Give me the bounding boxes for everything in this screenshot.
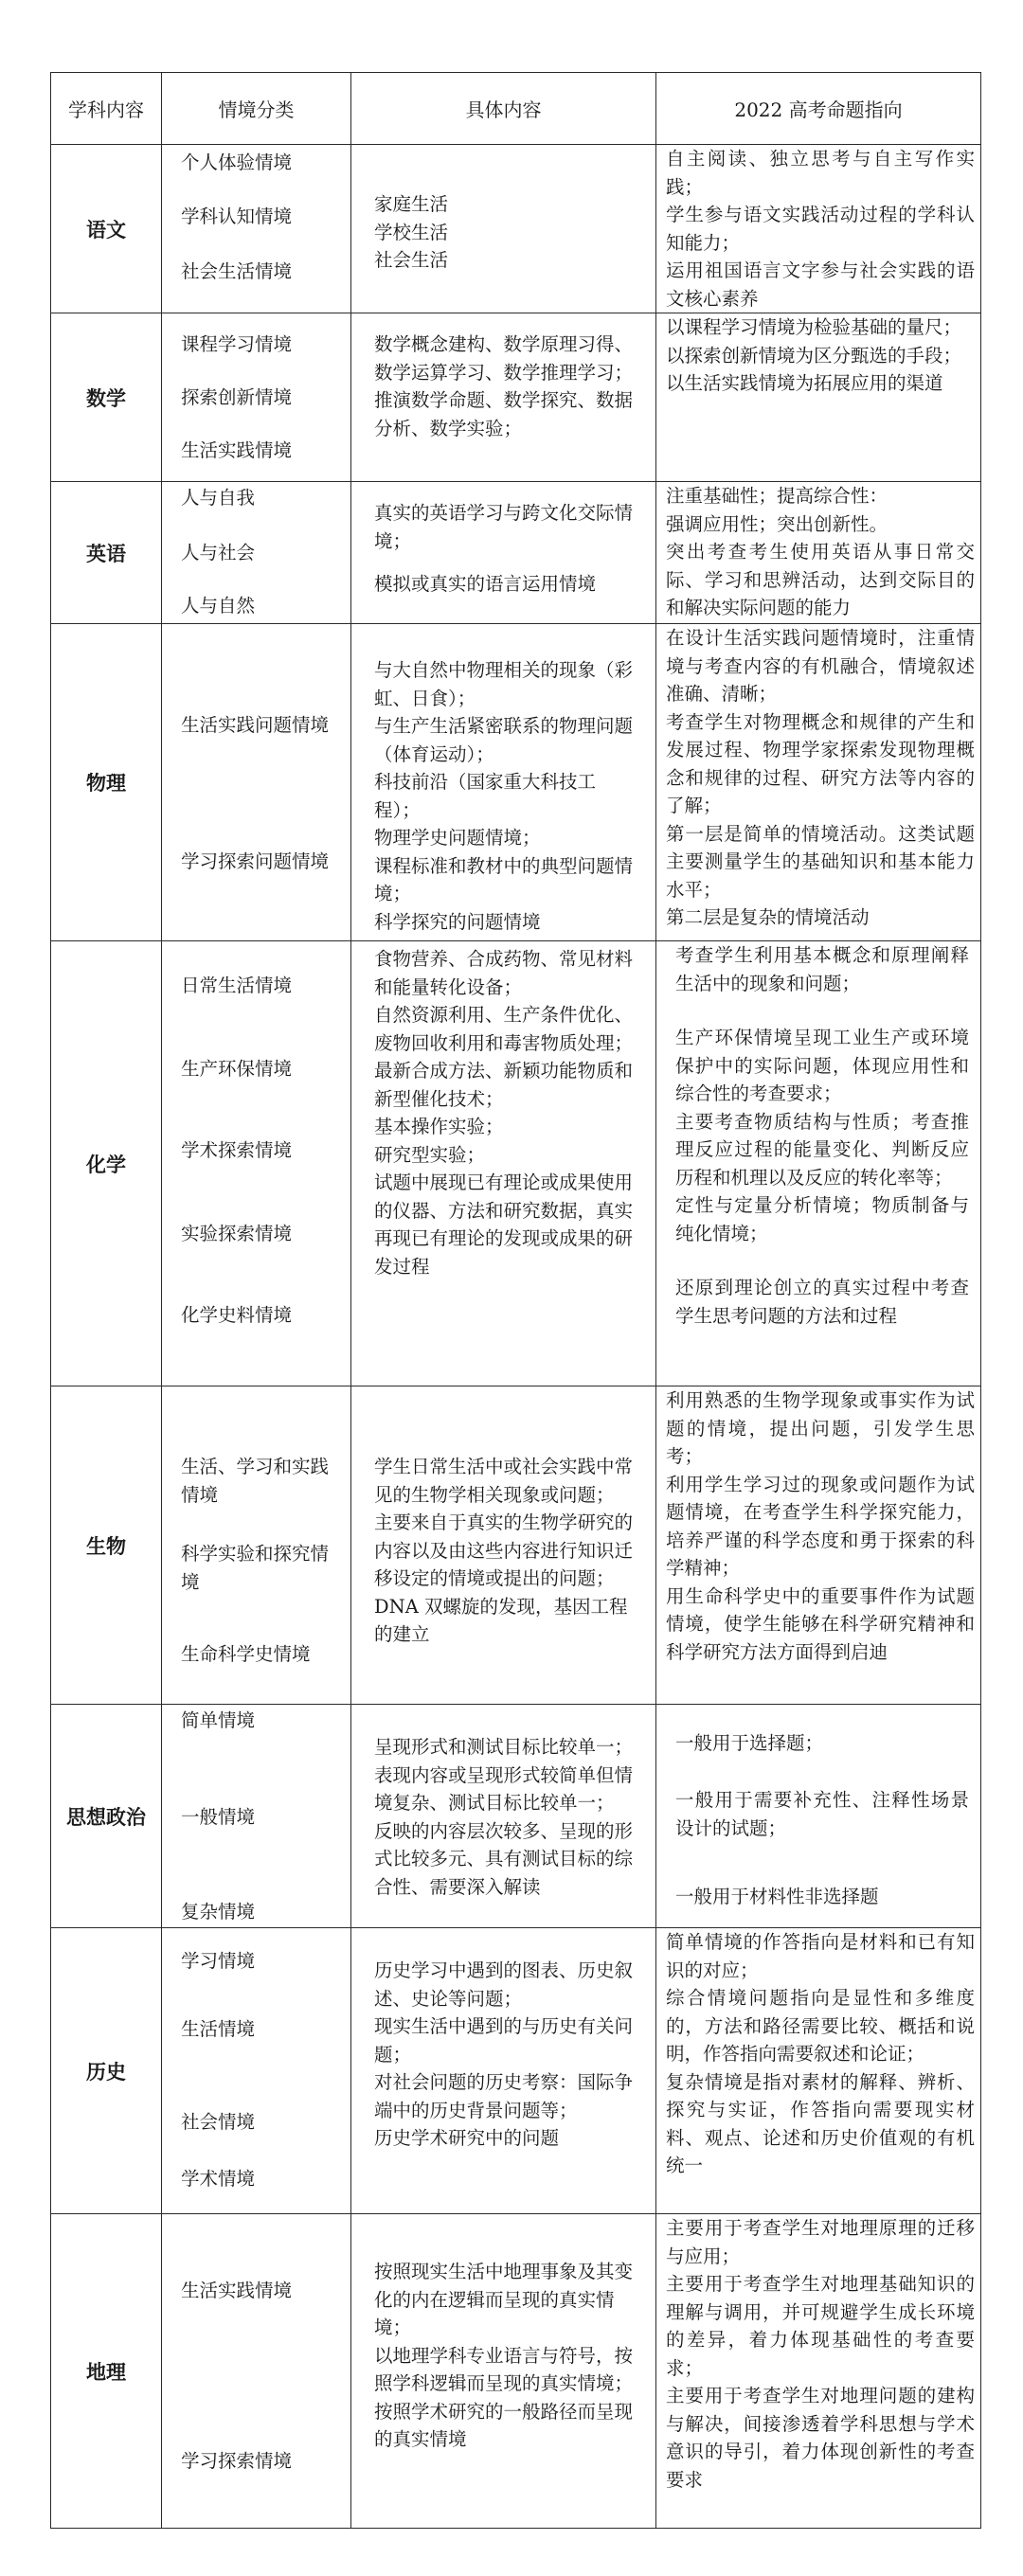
category-item: 人与社会 <box>181 542 256 564</box>
category-item: 生活实践情境 <box>181 439 293 461</box>
content-item: 社会生活 <box>374 249 449 271</box>
direction-item: 注重基础性；提高综合性： <box>666 485 888 507</box>
subject-cell: 地理 <box>51 2214 162 2529</box>
content-cell <box>351 1928 656 2214</box>
table-row-english <box>51 482 981 624</box>
direction-cell <box>656 482 981 624</box>
direction-item: 突出考查考生使用英语从事日常交际、学习和思辨活动，达到交际目的和解决实际问题的能力 <box>666 541 975 618</box>
category-item: 个人体验情境 <box>181 152 293 173</box>
subject-cell: 化学 <box>51 941 162 1386</box>
table-row-chinese <box>51 145 981 313</box>
subject-cell: 数学 <box>51 313 162 482</box>
direction-item: 还原到理论创立的真实过程中考查学生思考问题的方法和过程 <box>675 1277 969 1327</box>
content-item: 最新合成方法、新颖功能物质和新型催化技术； <box>374 1060 634 1110</box>
category-item: 探索创新情境 <box>181 386 293 408</box>
direction-item: 主要用于考查学生对地理原理的迁移与应用； <box>666 2217 975 2267</box>
content-item: 与生产生活紧密联系的物理问题（体育运动）； <box>374 715 634 765</box>
category-item: 复杂情境 <box>181 1901 256 1923</box>
category-cell <box>162 1386 351 1705</box>
direction-cell <box>656 624 981 941</box>
category-item: 课程学习情境 <box>181 333 293 355</box>
table-row-history <box>51 1928 981 2214</box>
direction-item: 考查学生对物理概念和规律的产生和发展过程、物理学家探索发现物理概念和规律的过程、研究方法等内容的了解； <box>666 710 975 816</box>
content-item: 对社会问题的历史考察：国际争端中的历史背景问题等； <box>374 2071 634 2121</box>
content-item: 基本操作实验； <box>374 1116 504 1137</box>
table-row-physics <box>51 624 981 941</box>
direction-item: 主要用于考查学生对地理问题的建构与解决，间接渗透着学科思想与学术意识的导引，着力体现创新性的考查要求 <box>666 2385 975 2491</box>
category-item: 简单情境 <box>181 1709 256 1731</box>
category-item: 人与自然 <box>181 595 256 617</box>
category-item: 社会生活情境 <box>181 260 293 282</box>
direction-cell <box>656 145 981 313</box>
direction-item: 第二层是复杂的情境活动 <box>666 906 870 928</box>
direction-item: 学生参与语文实践活动过程的学科认知能力； <box>666 204 975 254</box>
category-item: 生命科学史情境 <box>181 1643 311 1665</box>
direction-cell <box>656 313 981 482</box>
header-category: 情境分类 <box>162 73 351 145</box>
category-item: 科学实验和探究情境 <box>181 1543 330 1593</box>
subject-cell: 英语 <box>51 482 162 624</box>
content-cell <box>351 145 656 313</box>
category-item: 学术情境 <box>181 2168 256 2190</box>
header-row <box>51 73 981 145</box>
header-subject: 学科内容 <box>51 73 162 145</box>
category-item: 学习探索情境 <box>181 2450 293 2472</box>
direction-item: 以课程学习情境为检验基础的量尺； <box>666 316 962 338</box>
content-item: 主要来自于真实的生物学研究的内容以及由这些内容进行知识迁移设定的情境或提出的问题； <box>374 1512 634 1589</box>
subject-cell: 生物 <box>51 1386 162 1705</box>
category-item: 化学史料情境 <box>181 1304 293 1326</box>
category-item: 学科认知情境 <box>181 206 293 227</box>
direction-item: 以生活实践情境为拓展应用的渠道 <box>666 372 943 394</box>
content-cell <box>351 313 656 482</box>
direction-item: 利用熟悉的生物学现象或事实作为试题的情境，提出问题，引发学生思考； <box>666 1389 975 1467</box>
category-cell <box>162 1705 351 1928</box>
content-item: 数学概念建构、数学原理习得、数学运算学习、数学推理学习；推演数学命题、数学探究、数据分析、数学实验； <box>374 333 634 439</box>
content-item: 试题中展现已有理论或成果使用的仪器、方法和研究数据，真实再现已有理论的发现或成果的研发过程 <box>374 1172 634 1278</box>
direction-cell <box>656 2214 981 2529</box>
content-item: 与大自然中物理相关的现象（彩虹、日食）； <box>374 659 634 709</box>
content-cell <box>351 2214 656 2529</box>
subject-cell: 物理 <box>51 624 162 941</box>
category-cell <box>162 941 351 1386</box>
content-item: 历史学术研究中的问题 <box>374 2127 560 2149</box>
content-item: 科技前沿（国家重大科技工程）； <box>374 771 597 821</box>
content-item: 研究型实验； <box>374 1143 486 1166</box>
category-cell <box>162 482 351 624</box>
direction-item: 生产环保情境呈现工业生产或环境保护中的实际问题，体现应用性和综合性的考查要求； <box>675 1027 969 1104</box>
content-cell <box>351 482 656 624</box>
direction-item: 定性与定量分析情境；物质制备与纯化情境； <box>675 1194 969 1244</box>
direction-item: 以探索创新情境为区分甄选的手段； <box>666 344 962 367</box>
header-content: 具体内容 <box>351 73 656 145</box>
direction-item: 一般用于选择题； <box>675 1732 824 1754</box>
direction-item: 考查学生利用基本概念和原理阐释生活中的现象和问题； <box>675 944 969 994</box>
direction-item: 强调应用性；突出创新性。 <box>666 512 888 535</box>
category-item: 生产环保情境 <box>181 1058 293 1080</box>
direction-item: 复杂情境是指对素材的解释、辨析、探究与实证，作答指向需要现实材料、观点、论述和历史价值观的有机统一 <box>666 2070 975 2176</box>
direction-cell <box>656 941 981 1386</box>
category-item: 学术探索情境 <box>181 1139 293 1161</box>
category-item: 学习探索问题情境 <box>181 850 330 872</box>
direction-item: 自主阅读、独立思考与自主写作实践； <box>666 148 975 198</box>
content-item: 按照学术研究的一般路径而呈现的真实情境 <box>374 2400 634 2450</box>
subject-cell: 历史 <box>51 1928 162 2214</box>
direction-item: 主要考查物质结构与性质；考查推理反应过程的能量变化、判断反应历程和机理以及反应的转化率等； <box>675 1110 969 1189</box>
subject-cell: 语文 <box>51 145 162 313</box>
content-item: 家庭生活 <box>374 193 449 215</box>
direction-cell <box>656 1386 981 1705</box>
content-item: 科学探究的问题情境 <box>374 910 541 933</box>
category-cell <box>162 1928 351 2214</box>
content-item: 以地理学科专业语言与符号，按照学科逻辑而呈现的真实情境； <box>374 2344 634 2394</box>
table-row-politics <box>51 1705 981 1928</box>
subject-cell: 思想政治 <box>51 1705 162 1928</box>
content-item: 现实生活中遇到的与历史有关问题； <box>374 2015 634 2066</box>
direction-item: 用生命科学史中的重要事件作为试题情境，使学生能够在科学研究精神和科学研究方法方面得到启迪 <box>666 1584 975 1663</box>
category-item: 日常生活情境 <box>181 975 293 996</box>
content-cell <box>351 1386 656 1705</box>
table-row-biology <box>51 1386 981 1705</box>
direction-item: 一般用于需要补充性、注释性场景设计的试题； <box>675 1789 969 1839</box>
category-item: 生活实践情境 <box>181 2280 293 2301</box>
content-item: 按照现实生活中地理事象及其变化的内在逻辑而呈现的真实情境； <box>374 2261 634 2338</box>
direction-cell <box>656 1928 981 2214</box>
header-direction: 2022 高考命题指向 <box>656 73 981 145</box>
direction-item: 第一层是简单的情境活动。这类试题主要测量学生的基础知识和基本能力水平； <box>666 822 975 901</box>
table-row-chemistry <box>51 941 981 1386</box>
direction-item: 综合情境问题指向是显性和多维度的，方法和路径需要比较、概括和说明，作答指向需要叙述和论证； <box>666 1987 975 2065</box>
content-item: DNA 双螺旋的发现，基因工程的建立 <box>374 1595 628 1645</box>
content-item: 食物营养、合成药物、常见材料和能量转化设备； <box>374 948 634 998</box>
content-item: 历史学习中遇到的图表、历史叙述、史论等问题； <box>374 1959 634 2010</box>
category-item: 一般情境 <box>181 1806 256 1828</box>
category-item: 学习情境 <box>181 1950 256 1972</box>
direction-item: 主要用于考查学生对地理基础知识的理解与调用，并可规避学生成长环境的差异，着力体现基础性的考查要求； <box>666 2273 975 2379</box>
content-item: 反映的内容层次较多、呈现的形式比较多元、具有测试目标的综合性、需要深入解读 <box>374 1819 634 1898</box>
category-cell <box>162 313 351 482</box>
category-item: 社会情境 <box>181 2111 256 2133</box>
content-cell <box>351 624 656 941</box>
content-item: 物理学史问题情境； <box>374 827 541 849</box>
category-item: 生活、学习和实践情境 <box>181 1456 330 1506</box>
category-item: 人与自我 <box>181 487 256 509</box>
category-item: 生活实践问题情境 <box>181 714 330 736</box>
table-row-geography <box>51 2214 981 2529</box>
direction-cell <box>656 1705 981 1928</box>
table-row-math <box>51 313 981 482</box>
content-item: 自然资源利用、生产条件优化、废物回收利用和毒害物质处理； <box>374 1004 634 1054</box>
category-cell <box>162 145 351 313</box>
content-cell <box>351 1705 656 1928</box>
direction-item: 在设计生活实践问题情境时，注重情境与考查内容的有机融合，情境叙述准确、清晰； <box>666 627 975 705</box>
exam-context-table <box>50 72 981 2529</box>
content-item: 课程标准和教材中的典型问题情境； <box>374 854 634 904</box>
content-item: 学校生活 <box>374 221 449 243</box>
content-item: 学生日常生活中或社会实践中常见的生物学相关现象或问题； <box>374 1456 634 1506</box>
category-cell <box>162 624 351 941</box>
content-item: 真实的英语学习与跨文化交际情境； <box>374 502 634 552</box>
direction-item: 简单情境的作答指向是材料和已有知识的对应； <box>666 1931 975 1981</box>
direction-item: 利用学生学习过的现象或问题作为试题情境，在考查学生科学探究能力，培养严谨的科学态度和勇于探索的科学精神； <box>666 1473 975 1579</box>
category-item: 生活情境 <box>181 2018 256 2040</box>
content-item: 呈现形式和测试目标比较单一； <box>374 1736 634 1758</box>
category-cell <box>162 2214 351 2529</box>
direction-item: 运用祖国语言文字参与社会实践的语文核心素养 <box>666 259 975 310</box>
content-cell <box>351 941 656 1386</box>
content-item: 模拟或真实的语言运用情境 <box>374 573 597 595</box>
content-item: 表现内容或呈现形式较简单但情境复杂、测试目标比较单一； <box>374 1763 634 1814</box>
direction-item: 一般用于材料性非选择题 <box>675 1886 879 1907</box>
category-item: 实验探索情境 <box>181 1223 293 1244</box>
